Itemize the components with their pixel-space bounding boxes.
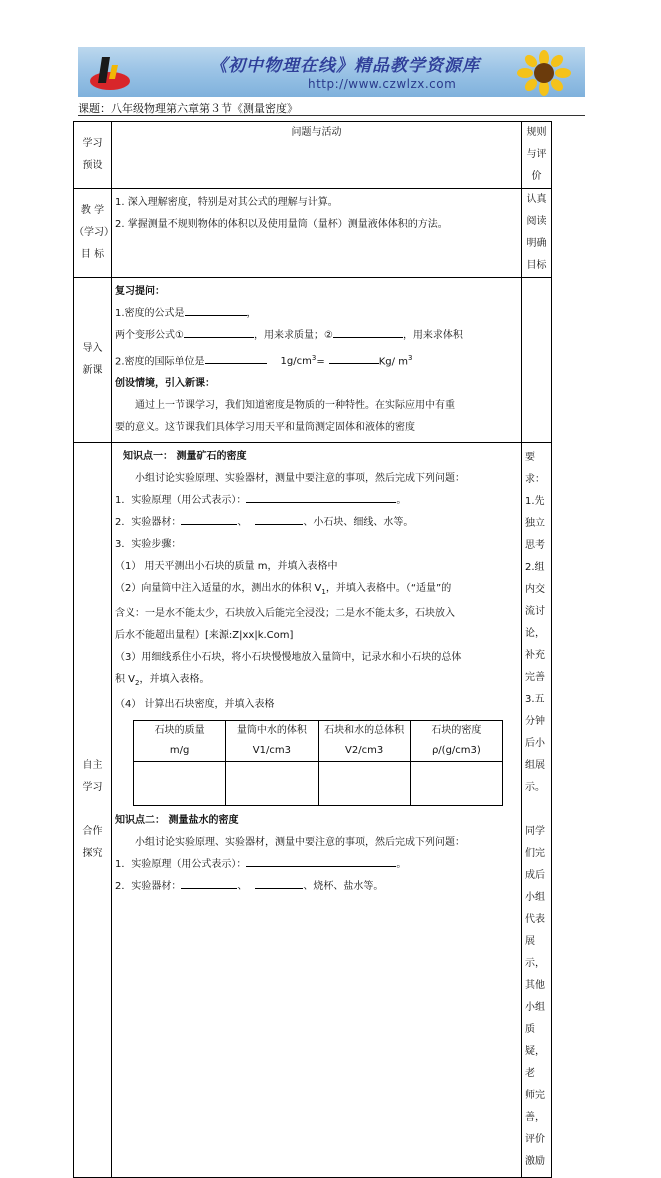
rule-line: 思考 xyxy=(525,540,545,552)
col-density xyxy=(410,721,502,762)
q3-blank-1 xyxy=(205,352,267,364)
kp1-heading: 知识点一： 测量矿石的密度 xyxy=(123,451,247,463)
intro-content xyxy=(112,278,522,443)
header-activities: 问题与活动 xyxy=(112,122,522,189)
q1-prefix: 1.密度的公式是 xyxy=(115,308,185,319)
q3-unit-kg-m: Kg/ m xyxy=(378,356,408,368)
explore-row xyxy=(74,443,552,1178)
rule-line: 补充完善 xyxy=(525,650,545,684)
cell-mass[interactable] xyxy=(134,762,226,806)
intro-para-2: 要的意义。这节课我们具体学习用天平和量筒测定固体和液体的密度 xyxy=(115,422,415,434)
explore-label-l1: 自主 xyxy=(82,760,103,772)
col-v1 xyxy=(226,721,318,762)
rule-line: 同学们完 xyxy=(525,826,545,860)
col-v2-title: 石块和水的总体积 xyxy=(324,725,405,737)
kp1-steps-heading: 3．实验步骤： xyxy=(115,539,182,551)
step-4: （4） 计算出石块密度，并填入表格 xyxy=(115,699,275,711)
q2-suffix: ，用来求体积 xyxy=(402,330,463,341)
kp2-intro: 小组讨论实验原理、实验器材，测量中要注意的事项，然后完成下列问题： xyxy=(135,837,465,849)
step-3a: （3）用细线系住小石块，将小石块慢慢地放入量筒中，记录水和小石块的总体 xyxy=(115,652,462,664)
intro-label-l2: 新课 xyxy=(82,365,103,377)
step-2d: 后水不能超出量程）[来源:Z|xx|k.Com] xyxy=(115,630,294,642)
review-q2 xyxy=(115,325,518,347)
col-density-title: 石块的密度 xyxy=(431,725,482,737)
q3-unit-g-cm: 1g/cm xyxy=(280,356,312,368)
col-mass-title: 石块的质量 xyxy=(154,725,205,737)
q2-prefix: 两个变形公式① xyxy=(115,330,184,341)
divider xyxy=(78,115,585,116)
cell-v1[interactable] xyxy=(226,762,318,806)
q2-mid: ，用来求质量；② xyxy=(253,330,333,341)
intro-label-l1: 导入 xyxy=(82,343,103,355)
step-3b xyxy=(115,669,518,694)
header-preset-l1: 学习 xyxy=(82,138,103,149)
banner-url: http://www.czwlzx.com xyxy=(308,77,457,91)
explore-label-l3: 合作 xyxy=(82,826,103,838)
kp1-principle-label: 1．实验原理（用公式表示）： xyxy=(115,495,247,507)
sub-1: 1 xyxy=(321,588,326,597)
goals-rule-l1: 认真阅读 xyxy=(526,194,547,227)
kp2-equip-blank-2 xyxy=(255,877,303,889)
goals-rule-l2: 明确目标 xyxy=(526,238,547,271)
rule-line: 成后小组 xyxy=(525,870,545,904)
goals-label-l2: （学习） xyxy=(74,227,114,238)
kp1-intro: 小组讨论实验原理、实验器材，测量中要注意的事项，然后完成下列问题： xyxy=(135,473,465,485)
header-row xyxy=(74,122,552,189)
kp1-equipment xyxy=(115,512,518,534)
rule-line: 示。 xyxy=(525,782,545,794)
goal-item: 1. 深入理解密度，特别是对其公式的理解与计算。 xyxy=(115,197,338,208)
q2-blank-2 xyxy=(333,326,403,338)
step-2b: ，并填入表格中。（“适量”的 xyxy=(325,583,452,595)
header-rules-l2: 与评价 xyxy=(526,149,547,182)
kp1-equip-rest: 、小石块、细线、水等。 xyxy=(303,517,414,529)
kp2-equipment xyxy=(115,876,518,898)
lesson-plan-table xyxy=(73,121,552,1178)
header-banner xyxy=(78,47,585,97)
banner-title: 《初中物理在线》精品教学资源库 xyxy=(210,56,480,76)
intro-row xyxy=(74,278,552,443)
kp1-equip-blank-2 xyxy=(255,513,303,525)
rule-line: 其他小组 xyxy=(525,980,545,1014)
rule-line: 流讨论， xyxy=(525,606,545,640)
sunflower-icon xyxy=(513,50,575,96)
goals-content xyxy=(112,189,522,278)
q3-blank-2 xyxy=(329,352,379,364)
rule-line: 质疑，老 xyxy=(525,1024,545,1080)
rule-gap xyxy=(525,799,548,821)
review-q1 xyxy=(115,303,518,325)
kp1-equip-label: 2．实验器材： xyxy=(115,517,182,529)
intro-rule xyxy=(522,278,552,443)
explore-label-l4: 探究 xyxy=(82,848,103,860)
header-rules xyxy=(522,122,552,189)
kp2-principle-blank xyxy=(246,855,396,867)
kp2-equip-rest: 、烧杯、盐水等。 xyxy=(303,881,384,893)
cell-v2[interactable] xyxy=(318,762,410,806)
density-data-table xyxy=(133,720,503,806)
explore-rule xyxy=(522,443,552,1178)
kp2-principle: 1．实验原理（用公式表示）： 。 xyxy=(115,854,518,876)
kp1-principle: 1．实验原理（用公式表示）： 。 xyxy=(115,490,518,512)
cell-density[interactable] xyxy=(410,762,502,806)
step-2c: 含义：一是水不能太少，石块放入后能完全浸没；二是水不能太多，石块放入 xyxy=(115,608,455,620)
rule-line: 代表展示， xyxy=(525,914,545,970)
course-title: 课题：八年级物理第六章第３节《测量密度》 xyxy=(78,102,298,115)
header-rules-l1: 规则 xyxy=(526,127,547,138)
rule-line: 师完善， xyxy=(525,1090,545,1124)
kp1-equip-blank-1 xyxy=(181,513,237,525)
step-3c: ，并填入表格。 xyxy=(139,674,210,686)
col-density-unit: ρ/(g/cm3) xyxy=(431,745,481,757)
data-table-header xyxy=(134,721,503,762)
intro-label xyxy=(74,278,112,443)
situation-heading: 创设情境，引入新课： xyxy=(115,378,215,390)
header-preset-l2: 预设 xyxy=(82,160,103,171)
q3-sup-2: 3 xyxy=(407,354,413,362)
q2-blank-1 xyxy=(184,326,254,338)
step-2a: （2）向量筒中注入适量的水，测出水的体积 V xyxy=(115,583,322,595)
kp2-equip-label: 2．实验器材： xyxy=(115,881,182,893)
col-mass xyxy=(134,721,226,762)
kp2-equip-sep: 、 xyxy=(237,881,248,893)
goals-label-l3: 目 标 xyxy=(80,249,105,260)
kp2-heading: 知识点二： 测量盐水的密度 xyxy=(115,815,239,827)
rule-line: 1.先独立 xyxy=(525,496,545,530)
q1-blank xyxy=(185,304,247,316)
intro-para-1: 通过上一节课学习，我们知道密度是物质的一种特性。在实际应用中有重 xyxy=(135,400,455,412)
goals-label-l1: 教 学 xyxy=(80,205,105,216)
rule-line: 3.五分钟 xyxy=(525,694,545,728)
col-mass-unit: m/g xyxy=(169,745,190,757)
sub-2: 2 xyxy=(135,679,140,688)
explore-label-gap xyxy=(74,799,111,821)
step-2 xyxy=(115,578,518,603)
kp2-equip-blank-1 xyxy=(181,877,237,889)
kp2-principle-label: 1．实验原理（用公式表示）： xyxy=(115,859,247,871)
step-1: （1） 用天平测出小石块的质量 m，并填入表格中 xyxy=(115,561,338,573)
goals-rule xyxy=(522,189,552,278)
col-v1-title: 量筒中水的体积 xyxy=(236,725,307,737)
col-v2 xyxy=(318,721,410,762)
header-preset xyxy=(74,122,112,189)
kp1-equip-sep: 、 xyxy=(237,517,248,529)
col-v2-unit: V2/cm3 xyxy=(345,745,384,757)
rule-line: 后小组展 xyxy=(525,738,545,772)
q1-suffix: ， xyxy=(246,308,257,319)
rule-line: 评价激励 xyxy=(525,1134,545,1168)
logo-icon xyxy=(88,51,132,93)
rule-line: 要求： xyxy=(525,452,545,486)
data-table-row xyxy=(134,762,503,806)
rule-line: 2.组内交 xyxy=(525,562,545,596)
q3-prefix: 2.密度的国际单位是 xyxy=(115,356,205,368)
step-3b-text: 积 V xyxy=(115,674,136,686)
explore-label-l2: 学习 xyxy=(82,782,103,794)
goals-label xyxy=(74,189,112,278)
col-v1-unit: V1/cm3 xyxy=(252,745,291,757)
explore-content xyxy=(112,443,522,1178)
review-q3: 2.密度的国际单位是 $1g/cm^3= Kg/$ $m^3$ xyxy=(115,354,413,368)
q3-sup-1: 3 xyxy=(311,354,317,362)
explore-label xyxy=(74,443,112,1178)
review-heading: 复习提问： xyxy=(115,286,165,297)
goal-item: 2. 掌握测量不规则物体的体积以及使用量筒（量杯）测量液体体积的方法。 xyxy=(115,219,448,230)
goals-row xyxy=(74,189,552,278)
kp1-principle-blank xyxy=(246,491,396,503)
